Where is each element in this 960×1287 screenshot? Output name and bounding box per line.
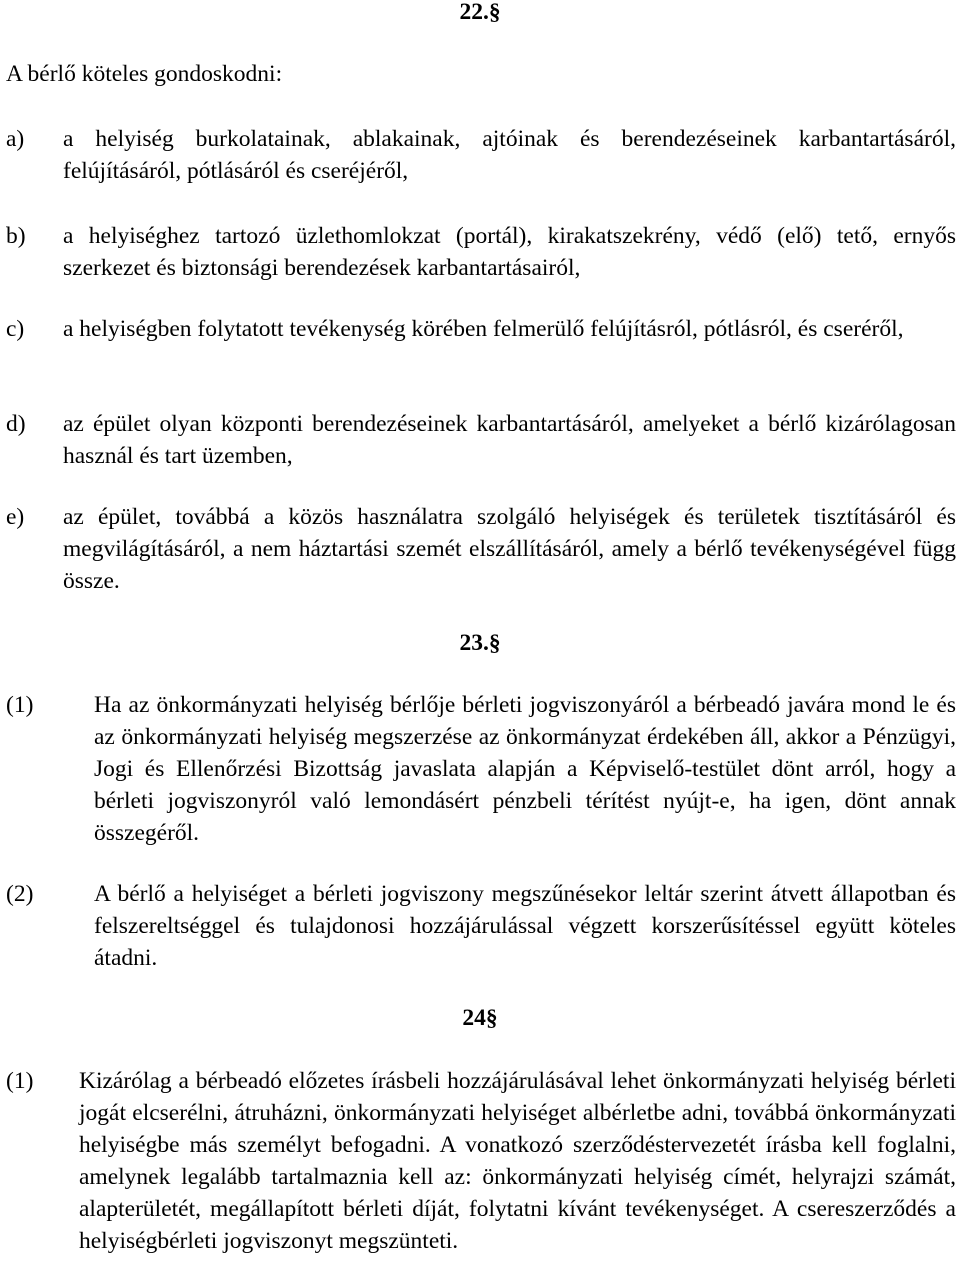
- section-22-intro: A bérlő köteles gondoskodni:: [6, 61, 283, 87]
- item-text: az épület olyan központi berendezéseinek karbantartásáról, amelyeket a bérlő kizárólagosan használ és tart üzemben,: [63, 411, 956, 469]
- paragraph-text: Ha az önkormányzati helyiség bérlője bérleti jogviszonyáról a bérbeadó javára mond le és az önkormányzati helyiség megszerzése az önkormányzat érdekében áll, akkor a Pénzügyi, Jogi és Ellenőrzési Bizottság javaslata alapján a Képviselő-testület dönt arról, hogy a bérleti jogviszonyról való lemondásért pénzbeli térítést nyújt-e, ha igen, dönt annak összegéről.: [94, 692, 956, 846]
- paragraph-text: A bérlő a helyiséget a bérleti jogviszony megszűnésekor leltár szerint átvett állapotban és felszereltséggel és tulajdonosi hozzájárulással végzett korszerűsítéssel együtt köteles átadni.: [94, 881, 956, 971]
- paragraph-23-1: [6, 689, 956, 849]
- list-item-e: [6, 501, 956, 597]
- section-22-heading: 22.§: [459, 0, 501, 25]
- list-item-d: [6, 408, 956, 472]
- item-label: a): [6, 126, 25, 152]
- item-label: b): [6, 223, 26, 249]
- paragraph-label: (2): [6, 881, 34, 907]
- list-item-a: [6, 123, 956, 187]
- item-text: az épület, továbbá a közös használatra szolgáló helyiségek és területek tisztításáról és megvilágításáról, a nem háztartási szemét elszállításáról, amely a bérlő tevékenységével függ össze.: [63, 504, 956, 594]
- paragraph-label: (1): [6, 1068, 34, 1094]
- paragraph-23-2: [6, 878, 956, 974]
- list-item-b: [6, 220, 956, 284]
- item-label: c): [6, 316, 25, 342]
- list-item-c: [6, 313, 956, 345]
- section-24-heading: 24§: [462, 1005, 498, 1031]
- paragraph-24-1: [6, 1065, 956, 1257]
- item-label: e): [6, 504, 25, 530]
- item-text: a helyiséghez tartozó üzlethomlokzat (portál), kirakatszekrény, védő (elő) tető, ernyős szerkezet és biztonsági berendezések karbantartásairól,: [63, 223, 956, 281]
- item-label: d): [6, 411, 26, 437]
- section-23-heading: 23.§: [459, 630, 501, 656]
- paragraph-label: (1): [6, 692, 34, 718]
- item-text: a helyiségben folytatott tevékenység körében felmerülő felújításról, pótlásról, és cseréről,: [63, 316, 904, 342]
- paragraph-text: Kizárólag a bérbeadó előzetes írásbeli hozzájárulásával lehet önkormányzati helyiség bérleti jogát elcserélni, átruházni, önkormányzati helyiséget albérletbe adni, továbbá önkormányzati helyiségbe más személyt befogadni. A vonatkozó szerződéstervezetét írásba kell foglalni, amelynek legalább tartalmaznia kell az: önkormányzati helyiség címét, helyrajzi számát, alapterületét, megállapított bérleti díját, folytatni kívánt tevékenységet. A csereszerződés a helyiségbérleti jogviszonyt megszünteti.: [79, 1068, 956, 1254]
- item-text: a helyiség burkolatainak, ablakainak, ajtóinak és berendezéseinek karbantartásáról, felújításáról, pótlásáról és cseréjéről,: [63, 126, 956, 184]
